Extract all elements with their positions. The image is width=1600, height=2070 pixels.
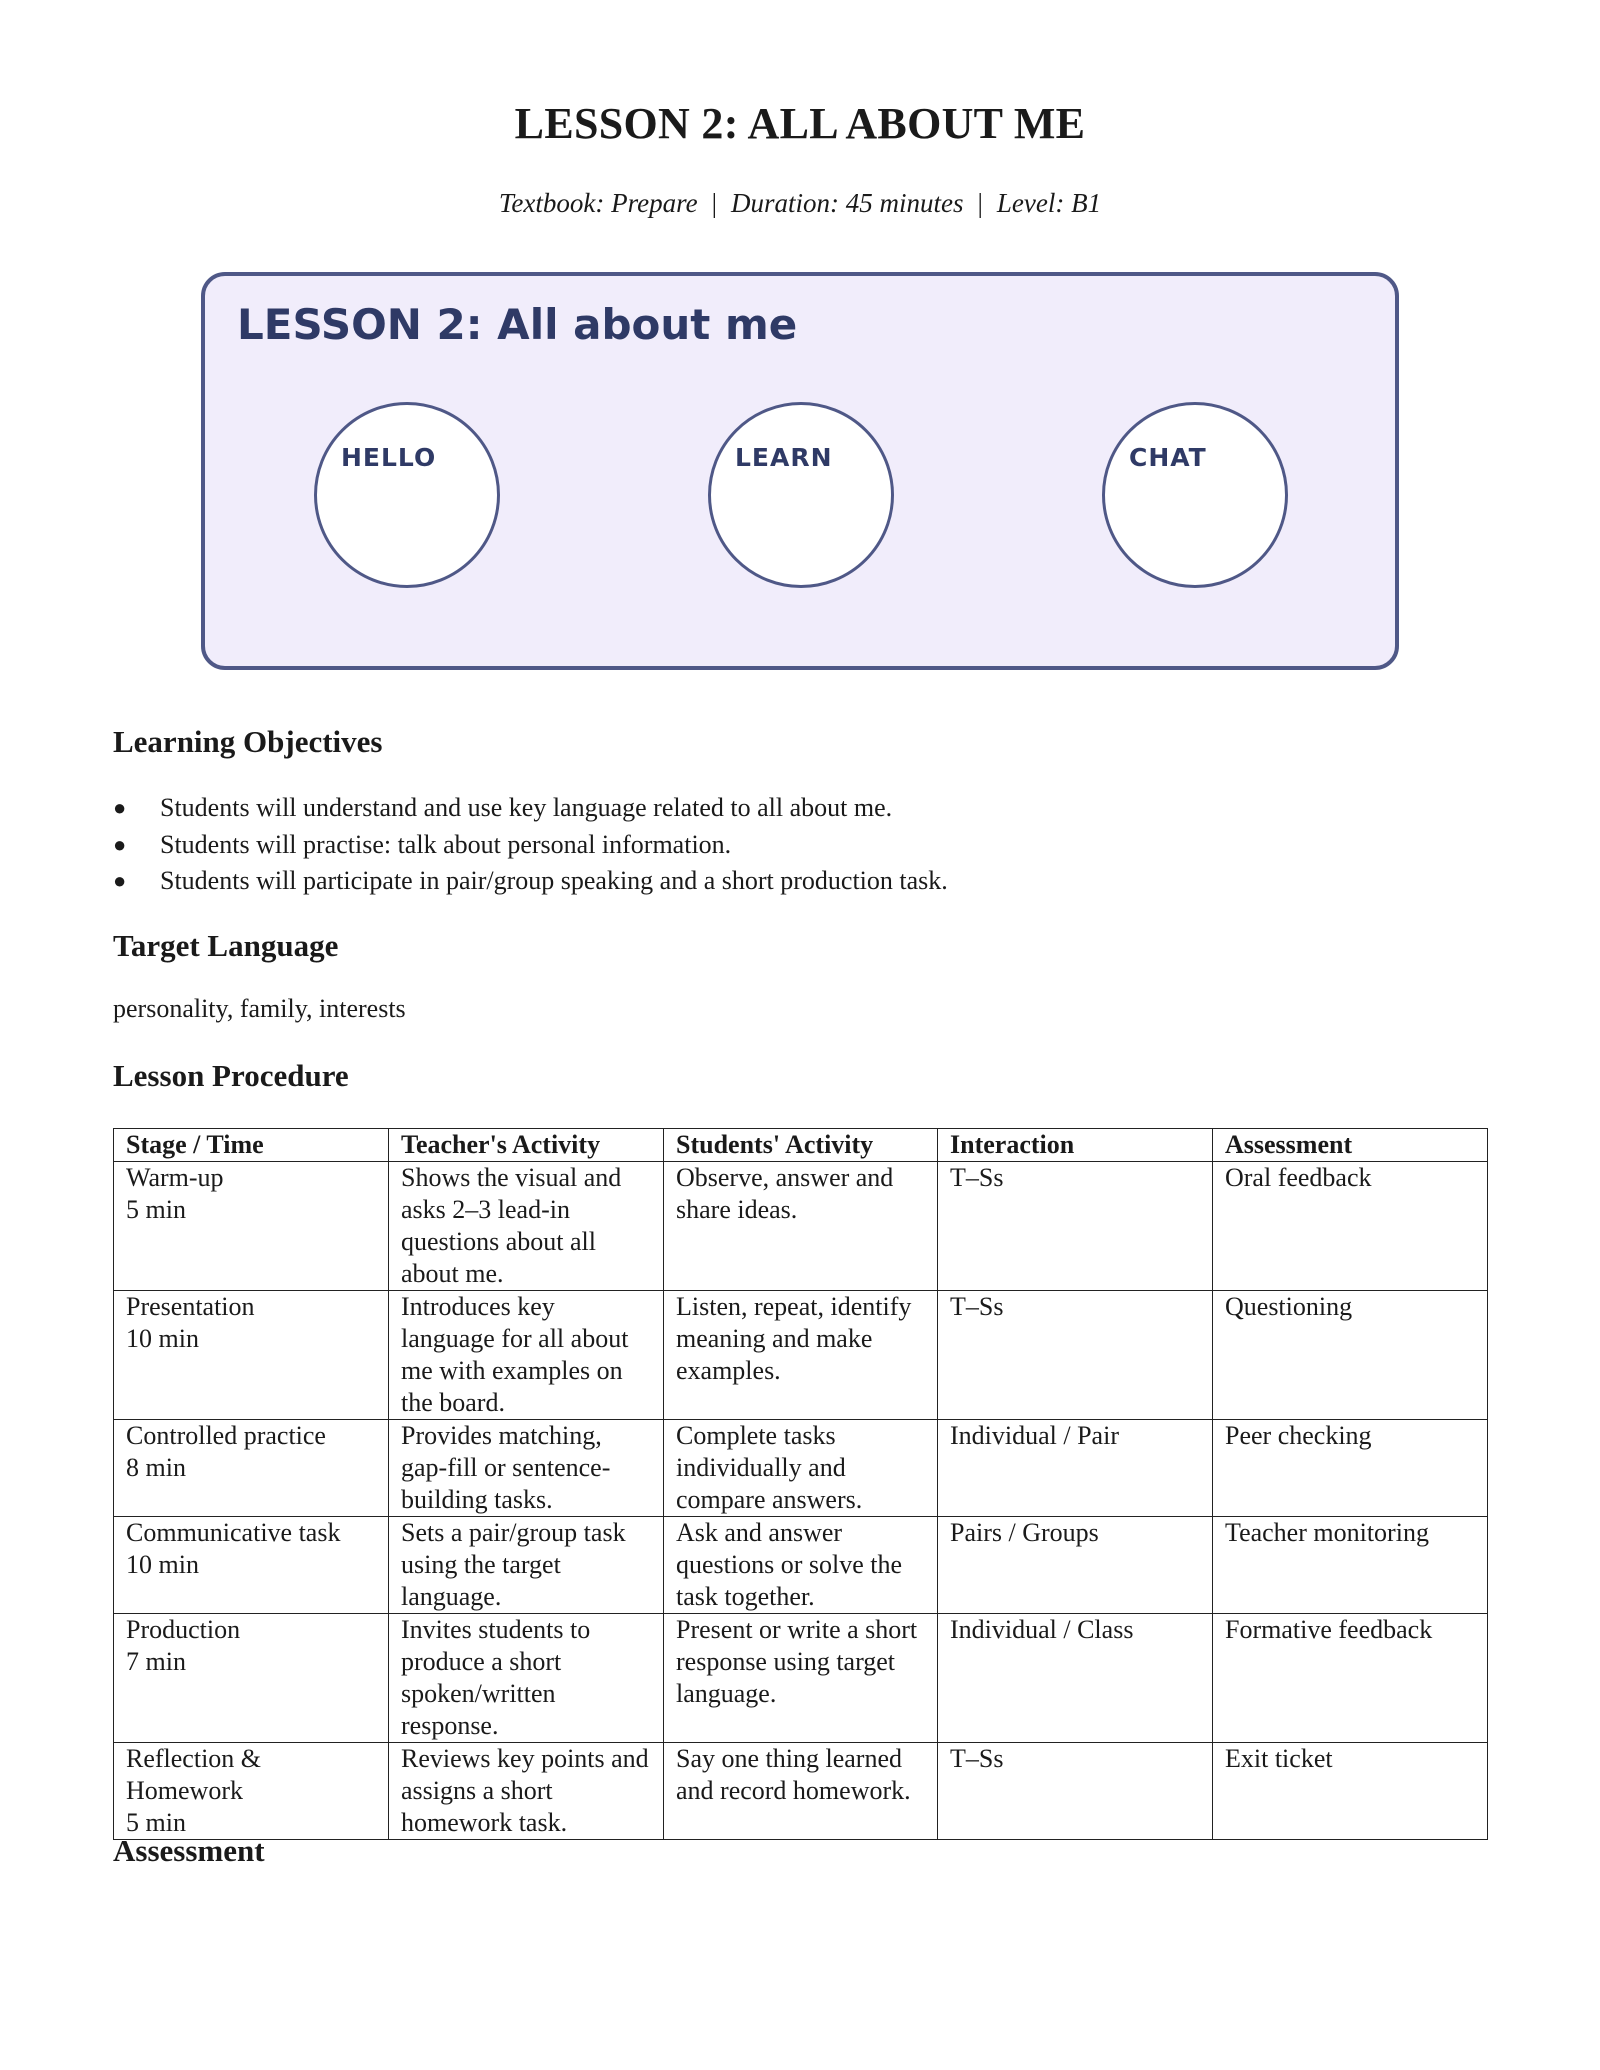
column-header: Students' Activity (664, 1129, 938, 1162)
stage-cell: Communicative task 10 min (114, 1517, 389, 1614)
interaction-cell: Pairs / Groups (938, 1517, 1213, 1614)
teacher-cell: Sets a pair/group task using the target language. (389, 1517, 664, 1614)
teacher-cell: Introduces key language for all about me with examples on the board. (389, 1291, 664, 1420)
assessment-cell: Formative feedback (1213, 1614, 1488, 1743)
students-cell: Complete tasks individually and compare answers. (664, 1420, 938, 1517)
assessment-cell: Exit ticket (1213, 1743, 1488, 1840)
assessment-heading: Assessment (113, 1833, 265, 1868)
circle-label: HELLO (341, 443, 437, 472)
bullet-icon: ● (113, 868, 127, 893)
students-cell: Present or write a short response using target language. (664, 1614, 938, 1743)
meta-level: Level: B1 (996, 188, 1102, 218)
lesson-meta (0, 188, 1600, 219)
interaction-cell: T–Ss (938, 1291, 1213, 1420)
table-row (114, 1162, 1488, 1291)
objectives-list (113, 790, 948, 900)
assessment-cell: Teacher monitoring (1213, 1517, 1488, 1614)
circle-label: LEARN (735, 443, 833, 472)
interaction-cell: T–Ss (938, 1743, 1213, 1840)
table-header-row (114, 1129, 1488, 1162)
procedure-heading: Lesson Procedure (113, 1058, 349, 1093)
list-item: ● Students will practise: talk about personal information. (113, 827, 948, 864)
students-cell: Ask and answer questions or solve the task together. (664, 1517, 938, 1614)
teacher-cell: Shows the visual and asks 2–3 lead-in questions about all about me. (389, 1162, 664, 1291)
students-cell: Say one thing learned and record homework. (664, 1743, 938, 1840)
stage-cell: Controlled practice 8 min (114, 1420, 389, 1517)
teacher-cell: Reviews key points and assigns a short homework task. (389, 1743, 664, 1840)
interaction-cell: T–Ss (938, 1162, 1213, 1291)
students-cell: Listen, repeat, identify meaning and make examples. (664, 1291, 938, 1420)
column-header: Stage / Time (114, 1129, 389, 1162)
stage-cell: Presentation 10 min (114, 1291, 389, 1420)
meta-textbook: Textbook: Prepare (498, 188, 698, 218)
interaction-cell: Individual / Pair (938, 1420, 1213, 1517)
procedure-table (113, 1128, 1488, 1840)
assessment-cell: Peer checking (1213, 1420, 1488, 1517)
interaction-cell: Individual / Class (938, 1614, 1213, 1743)
list-item: ● Students will understand and use key language related to all about me. (113, 790, 948, 827)
banner-circle-learn (708, 402, 894, 588)
teacher-cell: Invites students to produce a short spoken/written response. (389, 1614, 664, 1743)
stage-cell: Production 7 min (114, 1614, 389, 1743)
meta-separator: | (711, 188, 717, 218)
banner-title: LESSON 2: All about me (237, 300, 798, 349)
page-title: LESSON 2: ALL ABOUT ME (514, 99, 1086, 148)
column-header: Interaction (938, 1129, 1213, 1162)
meta-separator: | (977, 188, 983, 218)
meta-duration: Duration: 45 minutes (731, 188, 964, 218)
stage-cell: Warm-up 5 min (114, 1162, 389, 1291)
column-header: Assessment (1213, 1129, 1488, 1162)
banner-circle-chat (1102, 402, 1288, 588)
lesson-banner (201, 272, 1399, 670)
assessment-cell: Oral feedback (1213, 1162, 1488, 1291)
stage-cell: Reflection & Homework 5 min (114, 1743, 389, 1840)
table-row (114, 1291, 1488, 1420)
table-row (114, 1614, 1488, 1743)
circle-label: CHAT (1129, 443, 1207, 472)
bullet-icon: ● (113, 831, 127, 857)
table-row (114, 1517, 1488, 1614)
table-row (114, 1743, 1488, 1840)
banner-circle-hello (314, 402, 500, 588)
table-row (114, 1420, 1488, 1517)
assessment-cell: Questioning (1213, 1291, 1488, 1420)
list-item: ● Students will participate in pair/group speaking and a short production task. (113, 863, 948, 900)
objectives-heading: Learning Objectives (113, 724, 383, 759)
target-language-heading: Target Language (113, 928, 339, 963)
column-header: Teacher's Activity (389, 1129, 664, 1162)
teacher-cell: Provides matching, gap-fill or sentence-building tasks. (389, 1420, 664, 1517)
target-language-text: personality, family, interests (113, 994, 406, 1023)
students-cell: Observe, answer and share ideas. (664, 1162, 938, 1291)
bullet-icon: ● (113, 795, 127, 820)
